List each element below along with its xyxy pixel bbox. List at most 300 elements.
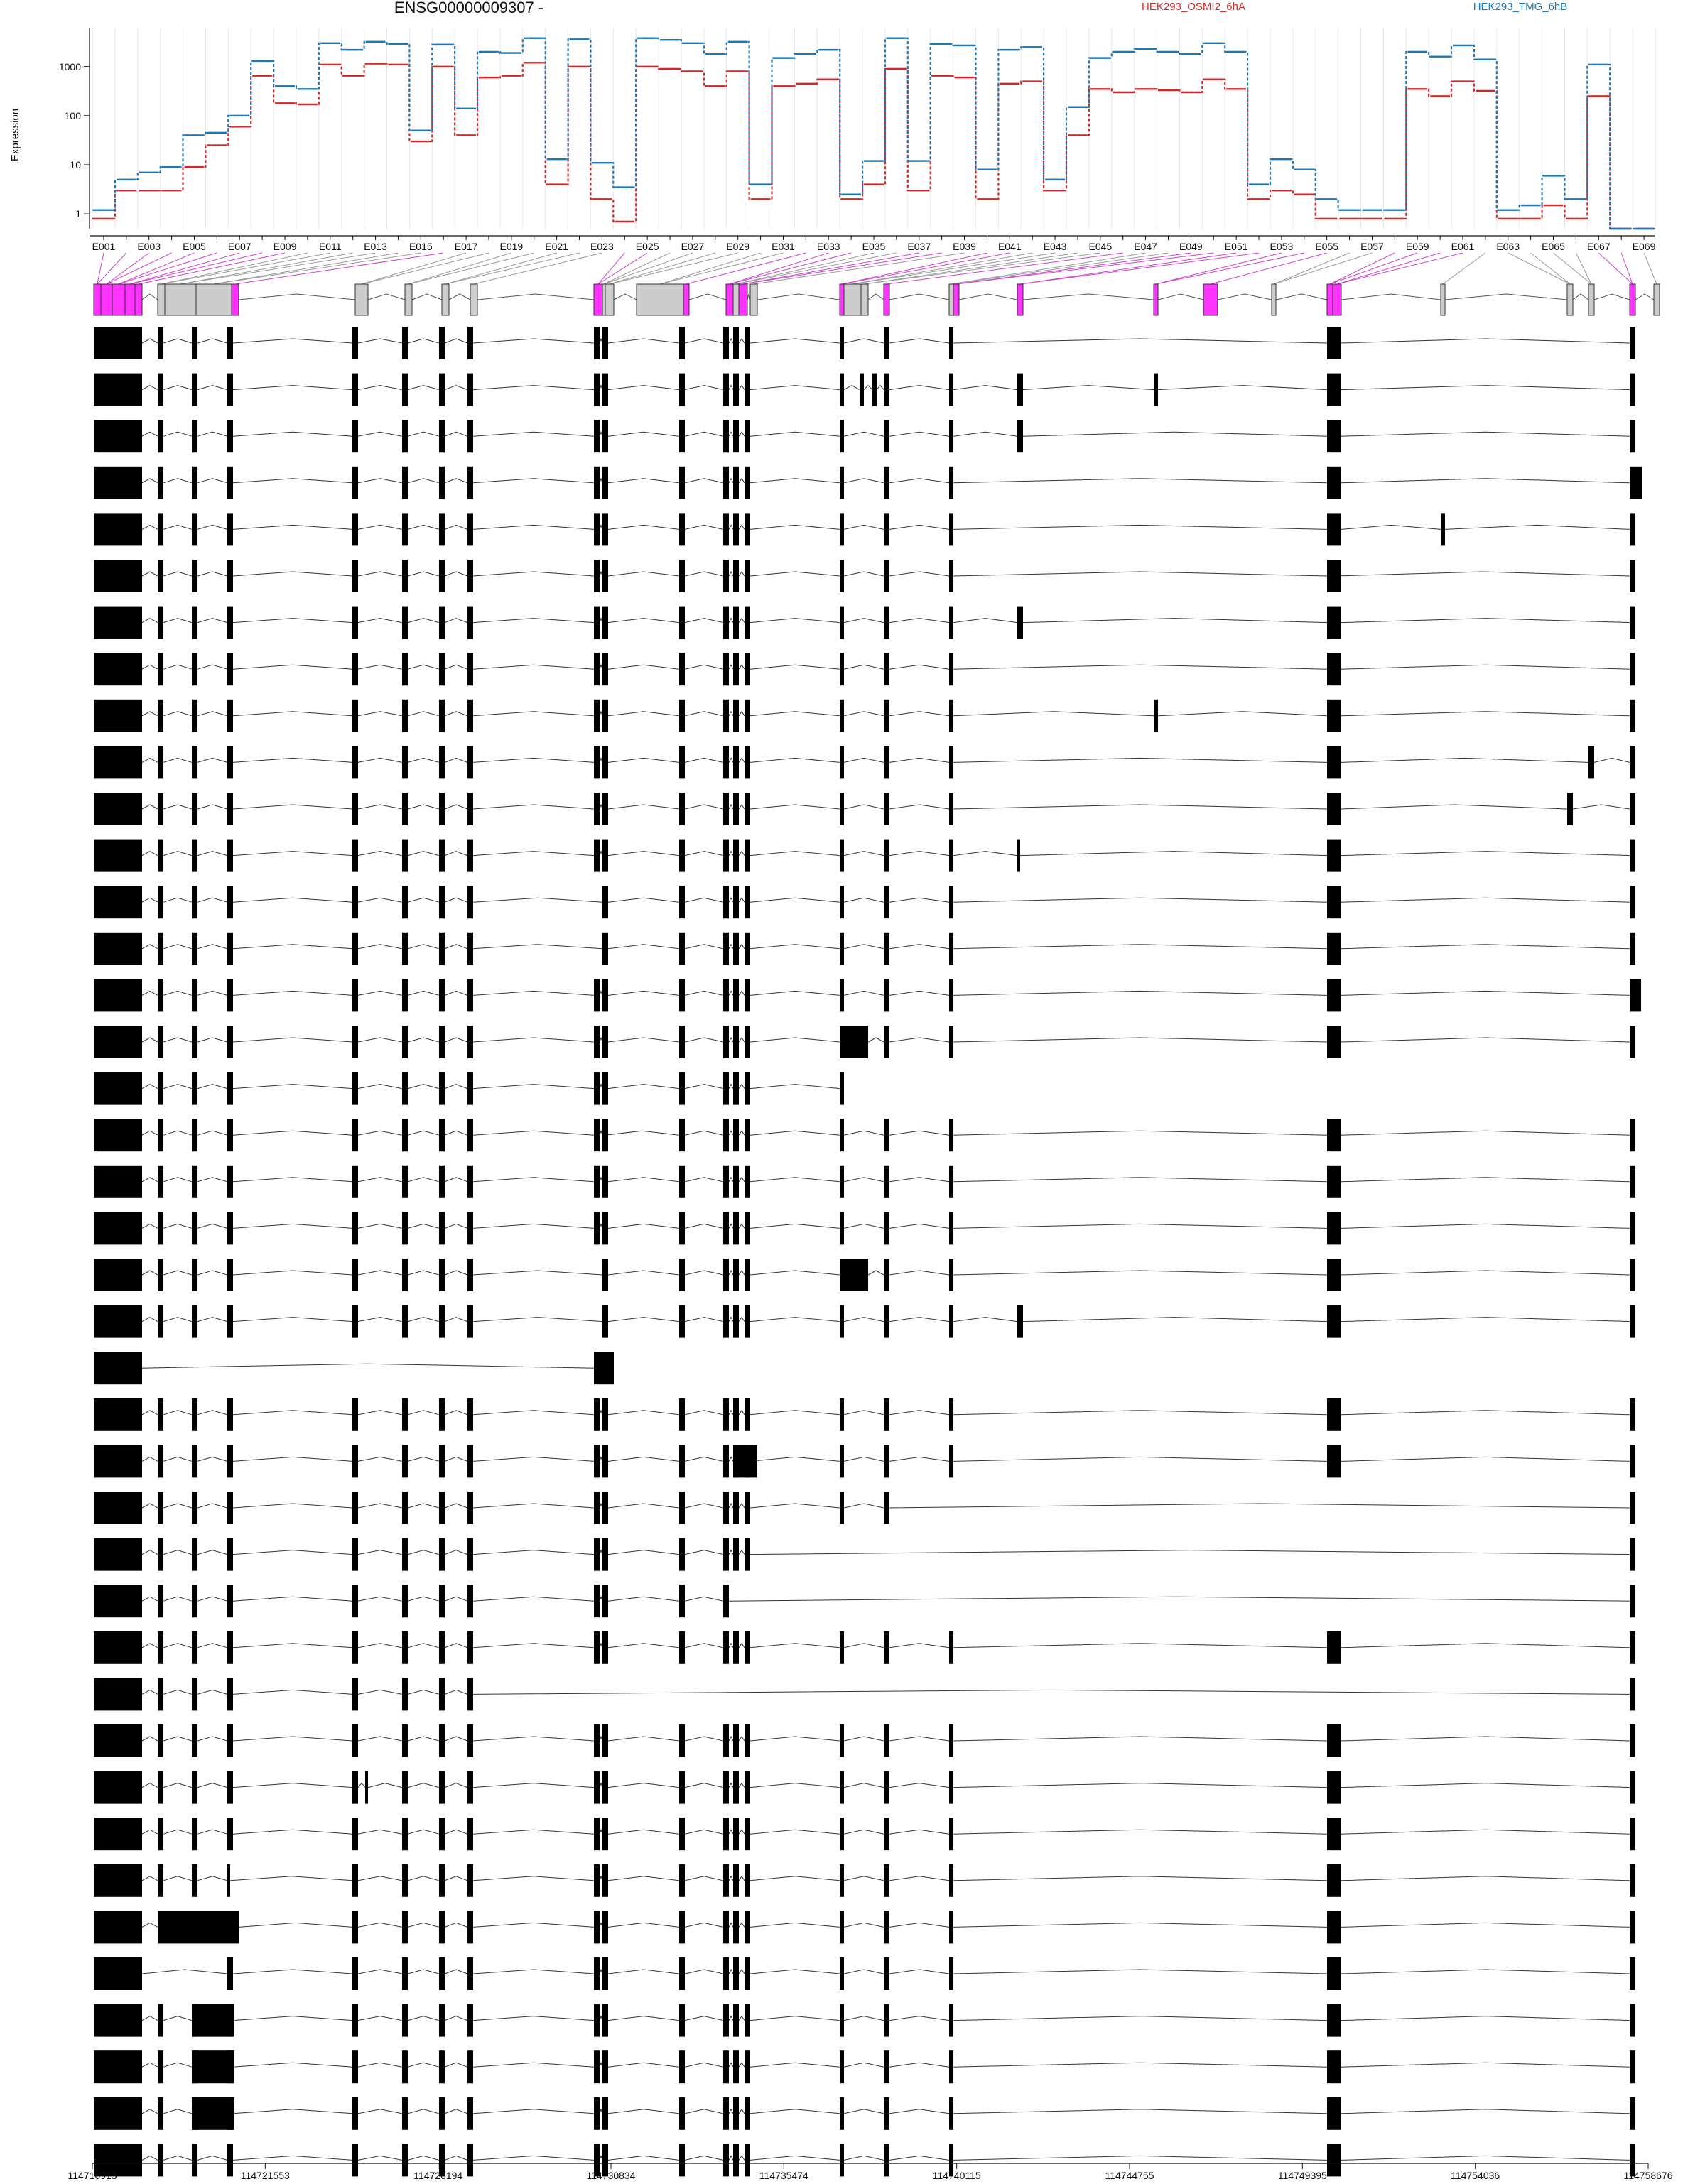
transcript-track xyxy=(94,746,1635,778)
transcript-intron xyxy=(408,1504,439,1508)
transcript-exon xyxy=(949,2050,953,2083)
transcript-exon xyxy=(94,513,142,545)
transcript-exon xyxy=(94,746,142,778)
transcript-intron xyxy=(408,1550,439,1555)
transcript-exon xyxy=(227,653,233,685)
transcript-intron xyxy=(358,991,402,995)
intron-line xyxy=(959,294,1017,300)
transcript-exon xyxy=(158,607,163,639)
transcript-intron xyxy=(953,2109,1327,2114)
transcript-intron xyxy=(750,805,840,809)
transcript-intron xyxy=(953,432,1017,436)
transcript-intron xyxy=(233,1085,352,1089)
transcript-track xyxy=(94,1026,1635,1058)
transcript-intron xyxy=(142,1783,158,1788)
transcript-exon xyxy=(733,1072,739,1105)
transcript-exon xyxy=(352,1212,358,1244)
transcript-exon xyxy=(439,1305,445,1338)
transcript-intron xyxy=(864,386,872,390)
transcript-intron xyxy=(408,712,439,716)
transcript-intron xyxy=(358,1550,402,1555)
transcript-exon xyxy=(158,1818,163,1850)
transcript-exon xyxy=(594,1119,600,1151)
transcript-intron xyxy=(445,1644,467,1648)
transcript-exon xyxy=(94,2050,142,2083)
transcript-intron xyxy=(233,1597,352,1601)
transcript-exon xyxy=(745,1864,750,1897)
transcript-exon xyxy=(1327,1445,1341,1477)
transcript-intron xyxy=(408,2016,439,2021)
transcript-exon xyxy=(679,513,685,545)
transcript-intron xyxy=(473,1131,594,1135)
transcript-intron xyxy=(685,432,723,436)
exon-label: E033 xyxy=(816,241,840,252)
transcript-exon xyxy=(192,1538,197,1571)
transcript-intron xyxy=(844,1131,884,1135)
transcript-intron xyxy=(473,1970,594,1974)
transcript-exon xyxy=(745,513,750,545)
transcript-exon xyxy=(1630,1957,1635,1990)
transcript-exon xyxy=(439,1771,445,1804)
intron-line xyxy=(1023,294,1154,300)
transcript-exon xyxy=(192,933,197,965)
transcript-exon xyxy=(949,1026,953,1058)
transcript-exon xyxy=(884,2050,889,2083)
transcript-exon xyxy=(679,560,685,592)
transcript-intron xyxy=(163,1318,192,1322)
transcript-exon xyxy=(467,1492,473,1524)
transcript-intron xyxy=(1341,1737,1630,1741)
transcript-exon xyxy=(1327,1259,1341,1291)
transcript-exon xyxy=(352,1072,358,1105)
transcript-exon xyxy=(1630,653,1635,685)
transcript-intron xyxy=(889,758,949,762)
transcript-exon xyxy=(439,793,445,825)
transcript-exon xyxy=(745,1119,750,1151)
transcript-intron xyxy=(473,1923,594,1927)
transcript-exon xyxy=(723,1818,729,1850)
transcript-exon xyxy=(94,420,142,452)
transcript-exon xyxy=(94,700,142,732)
transcript-intron xyxy=(750,1224,840,1228)
transcript-exon xyxy=(467,1212,473,1244)
transcript-intron xyxy=(1341,1178,1630,1182)
transcript-intron xyxy=(889,665,949,669)
exon-label: E023 xyxy=(590,241,614,252)
transcript-exon xyxy=(840,513,844,545)
transcript-exon xyxy=(365,1771,368,1804)
transcript-exon xyxy=(745,1445,750,1477)
transcript-intron xyxy=(608,2156,679,2160)
transcript-intron xyxy=(473,1224,594,1228)
exon-label: E009 xyxy=(273,241,297,252)
transcript-intron xyxy=(1341,1923,1630,1927)
transcript-intron xyxy=(233,945,352,949)
transcript-exon xyxy=(679,1119,685,1151)
transcript-exon xyxy=(745,793,750,825)
transcript-exon xyxy=(94,2004,142,2037)
transcript-intron xyxy=(197,665,227,669)
transcript-exon xyxy=(733,1818,739,1850)
transcript-intron xyxy=(358,479,402,483)
transcript-intron xyxy=(739,432,745,436)
transcript-track xyxy=(94,513,1635,545)
transcript-exon xyxy=(402,1212,408,1244)
transcript-exon xyxy=(1630,374,1635,406)
transcript-intron xyxy=(1594,758,1630,762)
transcript-exon xyxy=(1327,2050,1341,2083)
transcript-track xyxy=(94,327,1635,359)
gene-model-exon xyxy=(94,284,101,315)
transcript-intron xyxy=(1341,619,1630,623)
transcript-exon xyxy=(840,2144,844,2176)
exon-label: E035 xyxy=(862,241,886,252)
transcript-intron xyxy=(685,665,723,669)
transcript-intron xyxy=(233,1411,352,1415)
transcript-intron xyxy=(608,898,679,902)
transcript-exon xyxy=(227,793,233,825)
transcript-exon xyxy=(884,1492,889,1524)
transcript-intron xyxy=(750,386,840,390)
transcript-exon xyxy=(192,327,197,359)
transcript-intron xyxy=(358,1597,402,1601)
transcript-intron xyxy=(729,1085,733,1089)
transcript-intron xyxy=(142,1550,158,1555)
transcript-intron xyxy=(233,339,352,343)
transcript-exon xyxy=(467,793,473,825)
transcript-exon xyxy=(602,560,608,592)
transcript-exon xyxy=(745,2050,750,2083)
transcript-intron xyxy=(739,1737,745,1741)
transcript-exon xyxy=(402,1538,408,1571)
transcript-intron xyxy=(739,1224,745,1228)
transcript-track xyxy=(94,1072,844,1105)
transcript-intron xyxy=(739,991,745,995)
transcript-exon xyxy=(602,700,608,732)
transcript-exon xyxy=(158,1538,163,1571)
transcript-intron xyxy=(608,339,679,343)
transcript-exon xyxy=(840,1259,844,1291)
transcript-intron xyxy=(739,805,745,809)
transcript-intron xyxy=(142,1131,158,1135)
transcript-intron xyxy=(889,479,949,483)
transcript-exon xyxy=(227,1678,233,1710)
transcript-exon xyxy=(884,840,889,872)
transcript-exon xyxy=(594,653,600,685)
legend-osmi2: HEK293_OSMI2_6hA xyxy=(1142,1,1245,13)
transcript-exon xyxy=(723,1631,729,1664)
transcript-exon xyxy=(949,933,953,965)
transcript-exon xyxy=(402,467,408,499)
transcript-exon xyxy=(602,1585,608,1617)
transcript-intron xyxy=(600,852,602,856)
transcript-exon xyxy=(602,1072,608,1105)
transcript-exon xyxy=(745,746,750,778)
transcript-exon xyxy=(227,1771,233,1804)
transcript-track xyxy=(94,2050,1635,2083)
transcript-intron xyxy=(729,1318,733,1322)
transcript-exon xyxy=(94,1631,142,1664)
transcript-intron xyxy=(889,2063,949,2067)
transcript-intron xyxy=(163,2063,192,2067)
transcript-intron xyxy=(685,479,723,483)
transcript-track xyxy=(94,2097,1635,2130)
transcript-intron xyxy=(600,2156,602,2160)
transcript-exon xyxy=(227,1538,233,1571)
transcript-intron xyxy=(844,1504,884,1508)
transcript-intron xyxy=(953,339,1327,343)
transcript-exon xyxy=(949,1864,953,1897)
transcript-intron xyxy=(600,2063,602,2067)
intron-line xyxy=(747,294,750,300)
transcript-intron xyxy=(233,1970,352,1974)
transcript-intron xyxy=(142,2016,158,2021)
transcript-intron xyxy=(600,619,602,623)
transcript-intron xyxy=(163,1550,192,1555)
transcript-intron xyxy=(685,2016,723,2021)
transcript-intron xyxy=(142,945,158,949)
transcript-intron xyxy=(408,665,439,669)
transcript-intron xyxy=(600,758,602,762)
transcript-exon xyxy=(1630,1724,1635,1757)
intron-line xyxy=(1445,294,1567,300)
exon-label: E067 xyxy=(1586,241,1611,252)
transcript-intron xyxy=(197,1178,227,1182)
transcript-exon xyxy=(227,840,233,872)
transcript-intron xyxy=(608,1737,679,1741)
intron-line xyxy=(368,294,405,300)
transcript-exon xyxy=(94,1818,142,1850)
transcript-exon xyxy=(158,1166,163,1198)
transcript-exon xyxy=(602,1212,608,1244)
exon-label: E025 xyxy=(635,241,659,252)
transcript-intron xyxy=(844,1644,884,1648)
transcript-intron xyxy=(729,1830,733,1834)
transcript-intron xyxy=(844,758,884,762)
transcript-intron xyxy=(729,572,733,576)
transcript-exon xyxy=(723,933,729,965)
transcript-intron xyxy=(739,1504,745,1508)
transcript-intron xyxy=(750,1504,840,1508)
transcript-intron xyxy=(685,619,723,623)
transcript-exon xyxy=(840,467,844,499)
transcript-intron xyxy=(750,852,840,856)
exon-connector xyxy=(97,253,104,284)
transcript-intron xyxy=(750,1131,840,1135)
transcript-exon xyxy=(949,560,953,592)
transcript-exon xyxy=(1630,467,1642,499)
transcript-exon xyxy=(352,1398,358,1431)
transcript-exon xyxy=(439,979,445,1011)
transcript-intron xyxy=(608,1970,679,1974)
transcript-intron xyxy=(142,1970,227,1974)
intron-line xyxy=(1594,294,1630,300)
transcript-intron xyxy=(889,432,949,436)
transcript-exon xyxy=(94,374,142,406)
transcript-exon xyxy=(352,2144,358,2176)
transcript-intron xyxy=(729,665,733,669)
transcript-exon xyxy=(352,840,358,872)
transcript-intron xyxy=(608,852,679,856)
transcript-exon xyxy=(602,1119,605,1151)
transcript-exon xyxy=(158,1259,163,1291)
transcript-exon xyxy=(227,1445,233,1477)
transcript-intron xyxy=(233,572,352,576)
transcript-intron xyxy=(844,665,884,669)
transcript-exon xyxy=(1327,2144,1341,2176)
transcript-intron xyxy=(750,432,840,436)
transcript-exon xyxy=(733,653,739,685)
transcript-intron xyxy=(750,1411,840,1415)
transcript-intron xyxy=(197,1038,227,1042)
exon-connector xyxy=(107,253,149,284)
transcript-exon xyxy=(352,1538,358,1571)
intron-line xyxy=(757,294,840,300)
exon-label: E007 xyxy=(227,241,251,252)
transcript-intron xyxy=(729,1737,733,1741)
transcript-exon xyxy=(884,607,889,639)
transcript-intron xyxy=(739,479,745,483)
transcript-exon xyxy=(402,1631,408,1664)
transcript-intron xyxy=(750,619,840,623)
transcript-intron xyxy=(142,1690,158,1694)
transcript-intron xyxy=(142,1411,158,1415)
transcript-intron xyxy=(953,1038,1327,1042)
transcript-exon xyxy=(1327,1818,1341,1850)
transcript-exon xyxy=(840,2004,844,2037)
transcript-intron xyxy=(163,665,192,669)
gene-model-exon xyxy=(470,284,477,315)
transcript-intron xyxy=(844,898,884,902)
transcript-intron xyxy=(729,339,733,343)
transcript-intron xyxy=(685,1597,723,1601)
intron-line xyxy=(449,294,470,300)
transcript-exon xyxy=(840,1631,844,1664)
transcript-intron xyxy=(233,1783,352,1788)
transcript-intron xyxy=(739,1318,745,1322)
transcript-intron xyxy=(408,2109,439,2114)
transcript-exon xyxy=(949,700,953,732)
transcript-intron xyxy=(685,991,723,995)
transcript-intron xyxy=(445,2109,467,2114)
transcript-exon xyxy=(602,1631,608,1664)
transcript-intron xyxy=(729,2016,733,2021)
transcript-exon xyxy=(352,1631,358,1664)
transcript-exon xyxy=(1630,1911,1635,1943)
transcript-exon xyxy=(949,1724,953,1757)
transcript-intron xyxy=(1341,2156,1630,2160)
transcript-exon xyxy=(949,1771,953,1804)
transcript-intron xyxy=(685,2156,723,2160)
transcript-exon xyxy=(723,560,729,592)
transcript-exon xyxy=(594,374,600,406)
transcript-intron xyxy=(445,1830,467,1834)
transcript-track xyxy=(94,1166,1635,1198)
transcript-exon xyxy=(352,467,358,499)
transcript-exon xyxy=(94,1166,142,1198)
transcript-intron xyxy=(358,1085,402,1089)
transcript-exon xyxy=(192,1678,197,1710)
intron-line xyxy=(1341,294,1441,300)
transcript-exon xyxy=(884,1631,889,1664)
transcript-intron xyxy=(739,945,745,949)
genomic-tick-label: 114726194 xyxy=(413,2170,463,2180)
transcript-intron xyxy=(408,525,439,529)
transcript-exon xyxy=(745,1305,750,1338)
gene-model-exon xyxy=(739,284,747,315)
transcript-intron xyxy=(844,991,884,995)
exon-connector xyxy=(610,253,715,284)
transcript-exon xyxy=(1327,700,1341,732)
transcript-exon xyxy=(1630,1492,1635,1524)
y-tick-label: 100 xyxy=(64,109,81,121)
transcript-exon xyxy=(158,2097,163,2130)
transcript-exon xyxy=(745,1212,750,1244)
transcript-exon xyxy=(840,1072,844,1105)
transcript-exon xyxy=(594,513,600,545)
gene-model-exon xyxy=(1654,284,1660,315)
transcript-intron xyxy=(1020,852,1327,856)
transcript-exon xyxy=(227,1631,233,1664)
transcript-exon xyxy=(158,2144,163,2176)
transcript-exon xyxy=(1630,2097,1635,2130)
exon-connector xyxy=(1531,253,1570,284)
transcript-intron xyxy=(685,1178,723,1182)
grid-lines xyxy=(92,28,1655,229)
transcript-intron xyxy=(197,1876,227,1881)
transcript-exon xyxy=(745,1631,750,1664)
transcript-exon xyxy=(158,374,163,406)
genomic-tick-label: 114740115 xyxy=(932,2170,981,2180)
transcript-intron xyxy=(142,712,158,716)
transcript-intron xyxy=(868,1038,884,1042)
transcript-exon xyxy=(840,653,844,685)
transcript-exon xyxy=(679,467,685,499)
transcript-exon xyxy=(1630,700,1635,732)
transcript-intron xyxy=(750,758,840,762)
transcript-intron xyxy=(197,1737,227,1741)
transcript-exon xyxy=(402,1585,408,1617)
transcript-intron xyxy=(953,1644,1327,1648)
transcript-exon xyxy=(158,467,163,499)
transcript-intron xyxy=(739,898,745,902)
exon-connector xyxy=(474,253,602,284)
transcript-intron xyxy=(1341,945,1630,949)
exon-connector xyxy=(1330,253,1395,284)
transcript-intron xyxy=(1158,386,1327,390)
transcript-exon xyxy=(352,1864,358,1897)
transcript-exon xyxy=(1630,1119,1635,1151)
transcript-exon xyxy=(733,467,739,499)
transcript-exon xyxy=(192,746,197,778)
transcript-intron xyxy=(844,1318,884,1322)
exon-connector xyxy=(408,253,534,284)
transcript-exon xyxy=(949,979,953,1011)
transcript-exon xyxy=(158,979,163,1011)
transcript-intron xyxy=(608,479,679,483)
transcript-intron xyxy=(750,712,840,716)
transcript-exon xyxy=(679,793,685,825)
transcript-intron xyxy=(685,1737,723,1741)
transcript-exon xyxy=(949,1911,953,1943)
transcript-exon xyxy=(94,933,142,965)
transcript-intron xyxy=(358,1224,402,1228)
transcript-intron xyxy=(1341,2016,1630,2021)
exon-label: E069 xyxy=(1632,241,1656,252)
transcript-exon xyxy=(467,467,473,499)
gene-model-exon xyxy=(355,284,368,315)
exon-connectors xyxy=(97,253,1657,284)
